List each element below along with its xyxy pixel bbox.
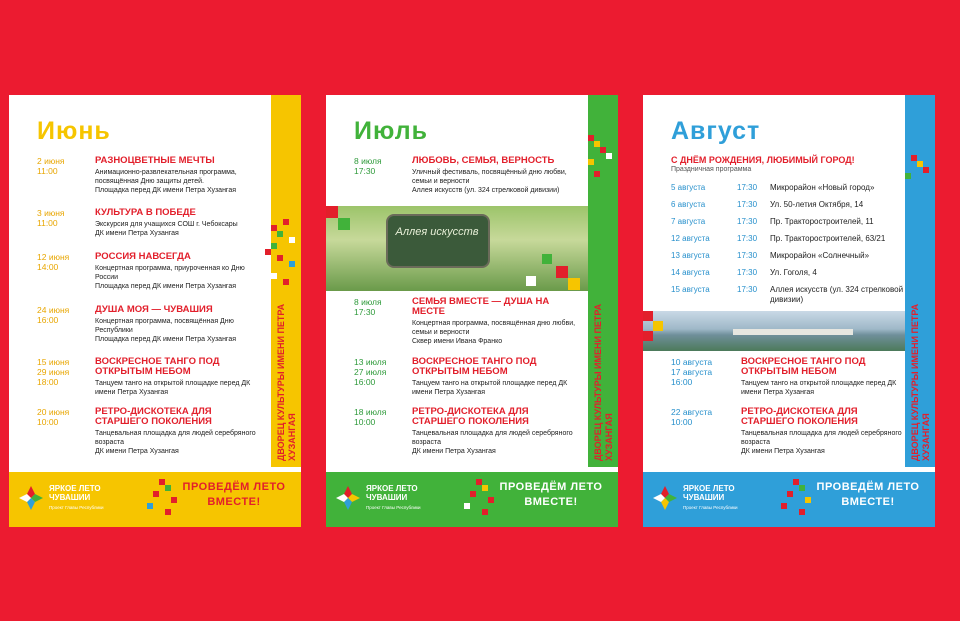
event-date: 2 июня <box>37 156 65 166</box>
project-logo: ЯРКОЕ ЛЕТО ЧУВАШИИ Проект Главы Республики <box>651 482 761 522</box>
event-date: 10 августа <box>671 357 713 367</box>
event-desc: Танцуем танго на открытой площадке перед ДК имени Петра Хузангая <box>412 380 568 396</box>
event-date: 18 июля <box>354 407 387 417</box>
event-time: 11:00 <box>37 218 58 228</box>
event-title: ВОСКРЕСНОЕ ТАНГО ПОД ОТКРЫТЫМ НЕБОМ <box>741 356 866 377</box>
event-date: 3 июня <box>37 208 65 218</box>
event-time: 10:00 <box>671 417 693 427</box>
event-title: ДУША МОЯ — ЧУВАШИЯ <box>95 304 213 315</box>
event-place: Аллея искусств (ул. 324 стрелковой дивизии) <box>412 187 560 194</box>
event-desc: Концертная программа, посвящённая дню любви, семьи и верности <box>412 320 576 336</box>
event-time: 16:00 <box>354 377 376 387</box>
event-title: РЕТРО-ДИСКОТЕКА ДЛЯ СТАРШЕГО ПОКОЛЕНИЯ <box>412 406 529 427</box>
event-place: ДК имени Петра Хузангая <box>95 448 179 455</box>
event-desc: Танцевальная площадка для людей серебряного возраста <box>741 430 902 446</box>
poster-footer <box>326 472 618 527</box>
event-desc: Танцуем танго на открытой площадке перед ДК имени Петра Хузангая <box>95 380 251 396</box>
event-time: 17:30 <box>354 166 376 176</box>
side-label: ДВОРЕЦ КУЛЬТУРЫ ИМЕНИ ПЕТРА ХУЗАНГАЯ <box>593 303 614 461</box>
alley-photo <box>326 206 588 291</box>
event-desc: Танцуем танго на открытой площадке перед ДК имени Петра Хузангая <box>741 380 897 396</box>
event-date: 22 августа <box>671 407 713 417</box>
event-place: Сквер имени Ивана Франко <box>412 338 503 345</box>
month-title: Июль <box>354 117 428 145</box>
event-date: 20 июня <box>37 407 70 417</box>
poster-footer <box>643 472 935 527</box>
event-title: КУЛЬТУРА В ПОБЕДЕ <box>95 207 196 218</box>
slogan: ПРОВЕДЁМ ЛЕТО ВМЕСТЕ! <box>182 481 286 508</box>
event-date: 8 июля <box>354 156 382 166</box>
event-title: СЕМЬЯ ВМЕСТЕ — ДУША НА МЕСТЕ <box>412 296 550 317</box>
event-time: 10:00 <box>354 417 376 427</box>
event-place: Площадка перед ДК имени Петра Хузангая <box>95 283 237 290</box>
event-date: 12 июня <box>37 252 70 262</box>
side-label: ДВОРЕЦ КУЛЬТУРЫ ИМЕНИ ПЕТРА ХУЗАНГАЯ <box>910 303 931 461</box>
event-desc: Танцевальная площадка для людей серебряного возраста <box>95 430 256 446</box>
project-logo: ЯРКОЕ ЛЕТО ЧУВАШИИ Проект Главы Республики <box>17 482 127 522</box>
event-date: 8 июля <box>354 297 382 307</box>
event-date: 15 июня <box>37 357 70 367</box>
event-time: 16:00 <box>671 377 693 387</box>
event-time: 11:00 <box>37 166 58 176</box>
event-date-2: 27 июля <box>354 367 387 377</box>
event-desc: Концертная программа, приуроченная ко Дню России <box>95 265 245 281</box>
event-place: ДК имени Петра Хузангая <box>741 448 825 455</box>
poster-july <box>326 95 618 527</box>
event-time: 14:00 <box>37 262 59 272</box>
event-date: 13 июля <box>354 357 387 367</box>
poster-august: ДВОРЕЦ КУЛЬТУРЫ ИМЕНИ ПЕТРА ХУЗАНГАЯ Август С ДНЁМ РОЖДЕНИЯ, ЛЮБИМЫЙ ГОРОД! Праздничная программа 5 августа 17:30 Микрорайон «Новый город» 6 августа 17:30 Ул. 50-летия Октября, 14 7 августа 17:30 Пр. Тракторостроителей, 11 12 августа 17:30 Пр. Тракторостроителей, 63/21 13 августа 17:30 Микрорайон «Солнечный» 14 августа 17:30 Ул. Гоголя, 4 15 августа 17:30 Аллея искусств (ул. 324 стрелковой дивизии) 10 августа 17 августа 16:00 ВОСКРЕСНОЕ ТАНГО ПОД ОТКРЫТЫМ НЕБОМ Танцуем танго на открытой площадке перед ДК имени Петра Хузангая 22 августа 10:00 РЕТРО-ДИСКОТЕКА ДЛЯ СТАРШЕГО ПОКОЛЕНИЯ Танцевальная площадка для людей серебряного возраста ДК имени Петра Хузангая ЯРКОЕ ЛЕТО ЧУВАШИИ Проект Главы Республики ПРОВЕДЁМ ЛЕТО ВМЕСТЕ! <box>643 95 935 527</box>
flower-logo-icon <box>334 484 362 512</box>
event-time: 18:00 <box>37 377 59 387</box>
event-place: ДК имени Петра Хузангая <box>412 448 496 455</box>
poster-footer <box>9 472 301 527</box>
event-place: Площадка перед ДК имени Петра Хузангая <box>95 187 237 194</box>
program-title: С ДНЁМ РОЖДЕНИЯ, ЛЮБИМЫЙ ГОРОД! <box>671 155 855 165</box>
event-desc: Танцевальная площадка для людей серебряного возраста <box>412 430 573 446</box>
event-place: Площадка перед ДК имени Петра Хузангая <box>95 336 237 343</box>
event-title: РОССИЯ НАВСЕГДА <box>95 251 191 262</box>
event-desc: Концертная программа, посвящённая Дню Республики <box>95 318 234 334</box>
event-desc: Уличный фестиваль, посвящённый дню любви, семьи и верности <box>412 169 567 185</box>
event-date: 24 июня <box>37 305 70 315</box>
flower-logo-icon <box>17 484 45 512</box>
month-title: Август <box>671 117 761 145</box>
program-subtitle: Праздничная программа <box>671 166 752 173</box>
event-place: ДК имени Петра Хузангая <box>95 230 179 237</box>
slogan: ПРОВЕДЁМ ЛЕТО ВМЕСТЕ! <box>499 481 603 508</box>
event-date-2: 29 июня <box>37 367 70 377</box>
event-date-2: 17 августа <box>671 367 713 377</box>
event-title: РЕТРО-ДИСКОТЕКА ДЛЯ СТАРШЕГО ПОКОЛЕНИЯ <box>95 406 212 427</box>
side-label: ДВОРЕЦ КУЛЬТУРЫ ИМЕНИ ПЕТРА ХУЗАНГАЯ <box>276 303 297 461</box>
event-time: 10:00 <box>37 417 59 427</box>
project-logo: ЯРКОЕ ЛЕТО ЧУВАШИИ Проект Главы Республики <box>334 482 444 522</box>
event-title: ЛЮБОВЬ, СЕМЬЯ, ВЕРНОСТЬ <box>412 155 555 166</box>
event-title: ВОСКРЕСНОЕ ТАНГО ПОД ОТКРЫТЫМ НЕБОМ <box>412 356 537 377</box>
slogan: ПРОВЕДЁМ ЛЕТО ВМЕСТЕ! <box>816 481 920 508</box>
event-time: 16:00 <box>37 315 59 325</box>
flower-logo-icon <box>651 484 679 512</box>
poster-june <box>9 95 301 527</box>
photo-sign-text: Аллея искусств <box>395 226 479 238</box>
event-desc: Экскурсия для учащихся СОШ г. Чебоксары <box>95 221 238 228</box>
city-photo <box>643 311 905 351</box>
event-title: РАЗНОЦВЕТНЫЕ МЕЧТЫ <box>95 155 215 166</box>
event-desc: Анимационно-развлекательная программа, посвящённая Дню защиты детей. <box>95 169 237 185</box>
event-time: 17:30 <box>354 307 376 317</box>
event-title: ВОСКРЕСНОЕ ТАНГО ПОД ОТКРЫТЫМ НЕБОМ <box>95 356 220 377</box>
month-title: Июнь <box>37 117 111 145</box>
event-title: РЕТРО-ДИСКОТЕКА ДЛЯ СТАРШЕГО ПОКОЛЕНИЯ <box>741 406 858 427</box>
